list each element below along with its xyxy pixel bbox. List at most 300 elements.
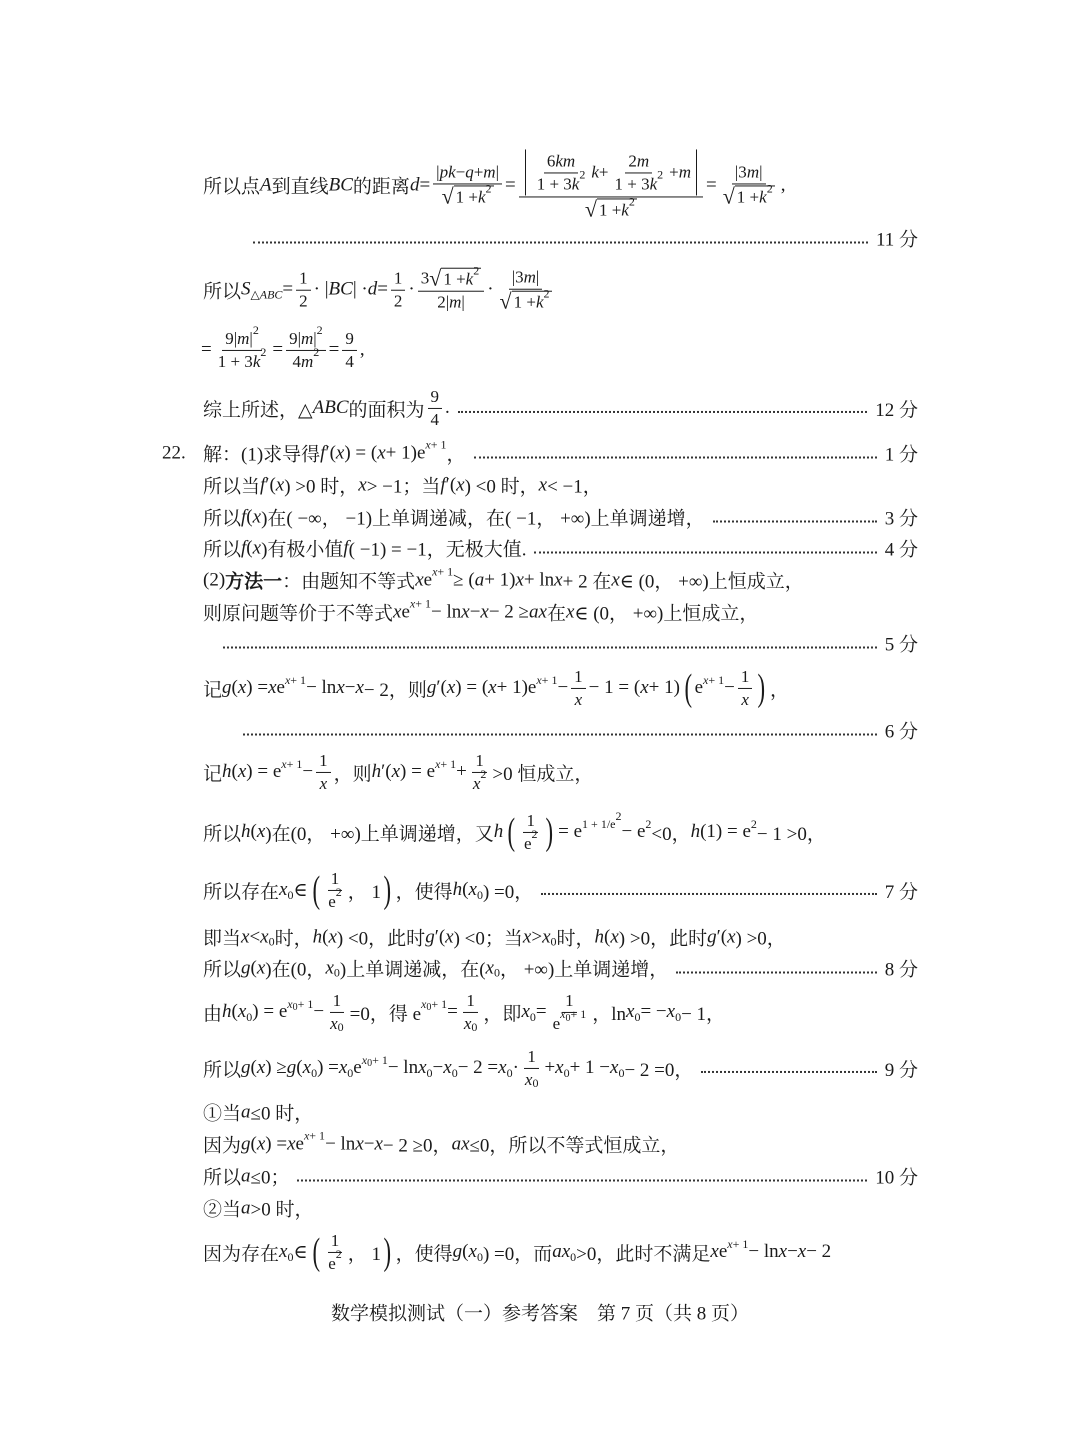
text: 1 + [455,187,478,207]
solution-line [203,1163,918,1190]
left-paren: ( [507,811,516,853]
text: + [544,1057,556,1078]
line-content [203,149,785,220]
superscript [657,169,663,183]
text: 1 + [598,200,622,220]
text: 所以 [203,281,242,303]
subscript [246,1010,252,1025]
text: 1 + 3 [536,174,572,193]
line-content [203,751,593,793]
score-label: 10 分 [875,1167,918,1189]
math-variable: x [461,601,470,622]
math-variable: x [268,677,277,698]
text: e [295,1133,304,1154]
text: 2 [645,816,652,831]
text: ′( [381,761,392,782]
text: = − [640,1001,667,1022]
numerator [544,151,578,173]
text: − ln [387,1057,419,1078]
solution-line [215,630,918,657]
line-content [203,504,705,531]
text: ≤0； [250,1167,290,1189]
text: − [302,761,314,782]
denominator [461,1013,481,1034]
superscript [751,817,757,832]
text: ′( [436,677,447,698]
fraction [316,751,331,793]
superscript [544,287,550,301]
solution-line [203,1047,918,1089]
text: =0，得 e [349,1003,422,1025]
text: 1 + [513,292,536,312]
math-variable: k [621,200,629,220]
text: 1 + 3 [614,174,650,193]
text: − [313,1001,325,1022]
subscript [367,1058,372,1069]
text: ( [231,677,238,698]
subscript [287,888,293,903]
fraction [521,811,541,853]
solution-line [203,149,918,220]
math-variable: x [640,677,649,698]
text: − [469,601,481,622]
text: = [328,339,340,360]
text: ′( [434,926,446,947]
text: = [535,1001,547,1022]
text: | [436,162,440,182]
denominator [738,689,752,710]
text: 2 [313,345,320,360]
text: ，即 [483,1003,522,1025]
denominator [325,885,345,912]
text: 2 [335,1247,342,1262]
math-variable: x [710,1241,719,1262]
text: | [495,162,499,182]
line-content [203,1163,289,1190]
subscript [452,1066,458,1081]
text: 则原问题等价于不等式 [203,603,394,625]
superscript [473,265,479,279]
text: ′( [445,474,457,495]
text: − [787,1241,798,1262]
text: 0 [287,1249,294,1264]
denominator [327,1013,347,1034]
text: − [724,677,735,698]
text: ) <0，此时 [336,928,426,950]
solution-line [201,322,918,371]
text: ′( [325,442,336,463]
text: 记 [203,763,223,785]
text: 1 [330,868,340,888]
text: ) =0， [482,881,534,903]
text: + 1 [372,1052,388,1067]
text: 因为存在 [203,1243,280,1265]
numerator [330,991,345,1013]
text: )有极小值 [261,539,344,561]
text: 0 [506,1065,513,1080]
text: ( [250,821,257,842]
denominator [434,292,468,313]
math-variable: ax [552,1241,571,1262]
math-variable: x [256,1057,266,1078]
subscript [287,1250,293,1265]
text: ( [231,761,238,782]
text: 2 [473,263,480,278]
text: ， 1 [347,881,381,903]
text: = [377,278,388,300]
fraction [470,751,490,793]
math-variable: x [275,474,285,495]
math-variable: x [287,1133,296,1154]
text: ( [462,1241,469,1262]
math-variable: x [237,761,247,782]
text: 2 [615,808,622,823]
line-content [203,535,526,562]
right-paren: ) [383,869,392,911]
text: − 2，则 [363,679,427,701]
text: 0 [550,934,557,949]
text: 0 [529,1009,536,1024]
math-variable: x [435,756,441,771]
text: 所以当 [203,476,261,498]
text: + 1) [648,677,680,698]
text: >0 恒成立， [492,763,594,785]
radicand [454,181,494,207]
text: + 1 [290,672,307,687]
score-label: 6 分 [884,721,918,743]
text: 1 [740,666,750,686]
text: e [328,1253,336,1273]
denominator [296,290,311,311]
text: e [328,891,336,911]
math-variable: BC [328,174,353,195]
math-variable: f [260,474,266,495]
superscript [767,182,773,196]
text: 解：(1)求导得 [203,444,321,466]
text: = [272,339,284,360]
math-variable: x [468,1241,477,1262]
text: 0 [246,1009,253,1024]
solution-line [203,924,918,951]
radical-sign: √ [429,265,442,291]
text: ∈ (0， +∞)上恒成立， [619,571,804,593]
text: ②当 [203,1199,242,1221]
text: ( [250,1133,257,1154]
math-variable: h [493,821,504,842]
text: ) <0；当 [453,928,523,950]
superscript [281,757,302,772]
text: | [461,292,465,312]
text: ( [250,1057,257,1078]
text: 0 [292,1001,298,1013]
subscript [426,1002,431,1013]
fraction [428,387,443,429]
text: 1 [565,990,574,1010]
math-variable: m [636,151,650,171]
text: | [249,328,253,348]
text: 2 [543,286,550,301]
line-content [203,991,725,1033]
denominator [391,290,406,311]
solution-line [203,1195,918,1222]
solution-line [203,1231,918,1273]
text: 0 [675,1009,682,1024]
numerator [519,149,703,197]
numerator [625,151,652,173]
radicand [512,286,552,312]
math-variable: f [241,537,247,558]
superscript [486,182,492,196]
math-variable: g [426,677,437,698]
math-variable: m [483,162,496,182]
math-variable: km [555,151,576,171]
math-variable: k [591,162,599,182]
left-paren: ( [684,667,693,709]
math-variable: x [284,672,291,687]
fraction [325,869,345,911]
math-variable: a [241,1165,251,1186]
math-variable: x [409,596,416,611]
text: · [512,1057,519,1078]
superscript [435,757,456,772]
text: + 1 [415,596,431,611]
line-content [203,955,668,982]
math-variable: x [443,1057,452,1078]
text: − 2 ≥0， [382,1135,452,1157]
denominator [582,194,640,222]
text: · [408,278,415,300]
radical-sign: √ [441,183,454,209]
math-variable: x [727,1236,733,1251]
superscript [727,1237,748,1252]
dotted-leader [541,893,877,895]
math-variable: a [241,1101,251,1122]
text: ) >0，此时 [618,928,708,950]
text: < −1， [547,476,602,498]
text: ( −1) = −1，无极大值. [348,539,527,561]
text: 2 [766,181,773,196]
text: 9| [225,328,238,348]
math-variable: k [649,174,658,193]
page-footer: 数学模拟测试（一）参考答案 第 7 页（共 8 页） [330,1303,749,1325]
math-variable: x [241,926,250,947]
fraction [522,1047,542,1089]
math-variable: f [241,506,247,527]
math-variable: x [335,442,345,463]
text: − 2 = [457,1057,499,1078]
denominator [428,409,443,430]
text: 0 [634,1009,641,1024]
text: = [504,174,516,195]
math-variable: ax [451,1133,470,1154]
math-variable: x [279,879,288,900]
text: 1 + 1/e [582,816,616,831]
math-variable: x [328,926,337,947]
numerator [463,991,478,1013]
text: 2 [299,291,308,311]
math-variable: x [374,1133,383,1154]
text: 的面积为 [348,399,425,421]
numerator [316,751,331,773]
left-paren: ( [312,869,320,911]
text: 3 [420,268,430,288]
text: ) ≥ [265,1057,287,1078]
math-variable: x [610,1057,619,1078]
denominator [534,167,589,194]
math-variable: g [425,926,435,947]
math-variable: g [241,1133,251,1154]
text: | [759,162,763,182]
denominator [522,1069,542,1090]
dotted-leader [534,551,876,553]
fraction [519,149,703,220]
numerator [732,163,766,185]
fraction [571,667,586,709]
text: 9 [345,328,354,348]
solution-line [203,869,918,911]
math-variable: x [302,1057,312,1078]
solution-line [245,225,918,252]
text: e [276,677,285,698]
fraction [461,991,481,1033]
line-content [203,1128,680,1158]
text: ) = e [246,761,282,782]
text: − [363,1133,375,1154]
text: | [313,328,317,348]
solution-line [203,1128,918,1158]
math-variable: x [542,926,551,947]
text: |3 [734,162,747,182]
text: 1 [332,990,342,1010]
text: 0 [476,1249,483,1264]
text: + 1 [309,1128,326,1143]
line-content [203,1195,313,1222]
math-variable: x [521,1001,530,1022]
text: · [487,278,494,300]
superscript [480,768,486,782]
math-variable: S [241,278,251,300]
text: , [780,174,786,195]
math-variable: h [222,1001,232,1022]
text: 0 [476,887,483,902]
superscript [579,169,585,183]
numerator [286,322,326,351]
superscript [260,346,266,360]
superscript [253,324,259,338]
text: 0 [563,1065,570,1080]
subscript [311,1066,317,1081]
text: + 1 [541,672,558,687]
math-variable: g [222,677,232,698]
numerator [222,322,262,351]
subscript [618,1066,624,1081]
square-root [722,181,775,209]
solution-line [203,596,918,626]
math-variable: x [252,506,262,527]
text: 的距离 [352,176,410,198]
math-variable: A [260,174,272,195]
math-variable: h [241,821,251,842]
absolute-value [525,149,697,195]
text: ) >0， [735,928,786,950]
math-variable: x [797,1241,807,1262]
subscript [347,1066,353,1081]
square-root [429,263,481,291]
bold-text: 方法一 [225,571,283,593]
score-label: 11 分 [875,229,918,251]
text: . [445,397,450,418]
math-variable: g [241,957,251,978]
math-variable: x [480,601,489,622]
numerator [428,387,443,409]
math-variable: x [554,569,563,590]
line-content [203,808,826,853]
math-variable: m [523,267,536,287]
score-label: 7 分 [884,881,918,903]
solution-line [203,667,918,709]
text: 1 + 3 [217,351,253,371]
math-variable: x [574,689,583,709]
superscript [336,1248,342,1262]
text: ) = e [400,761,436,782]
text: = [447,1001,458,1022]
denominator [572,689,586,710]
subscript [293,1002,298,1013]
math-variable: x [338,1057,348,1078]
superscript [615,809,621,824]
superscript [313,346,319,360]
denominator [720,181,778,209]
subscript [251,287,283,302]
superscript [304,1129,325,1144]
solution-line [203,387,918,429]
text: ，则 [333,763,372,785]
subscript [494,966,500,981]
line-content [203,437,466,467]
text: ≤0 时， [250,1103,314,1125]
text: 因为 [203,1135,242,1157]
math-variable: q [465,162,474,182]
text: ①当 [203,1103,242,1125]
subscript [334,966,340,981]
math-variable: x [336,677,345,698]
math-variable: x [515,569,524,590]
math-variable: k [759,187,767,207]
fraction [550,991,590,1033]
text: 0 [532,1076,539,1091]
solution-line [203,564,918,594]
text: + 1)e [385,442,426,463]
text: ) = ( [455,677,489,698]
text: 2 [628,194,635,209]
text: ( [246,506,253,527]
fraction [327,991,347,1033]
parentheses [505,811,556,853]
math-variable: x [560,1007,566,1022]
text: 0 [311,1065,318,1080]
radical-sign: √ [499,288,512,314]
text: ≥ ( [453,569,475,590]
text: >0 时， [250,1199,314,1221]
text: ，使得 [395,1243,453,1265]
fraction [391,269,406,311]
text: − e [621,821,646,842]
score-label: 12 分 [875,399,918,421]
text: ( [296,1057,303,1078]
square-root [441,181,494,209]
solution-line [203,535,918,562]
math-variable: m [300,351,314,371]
